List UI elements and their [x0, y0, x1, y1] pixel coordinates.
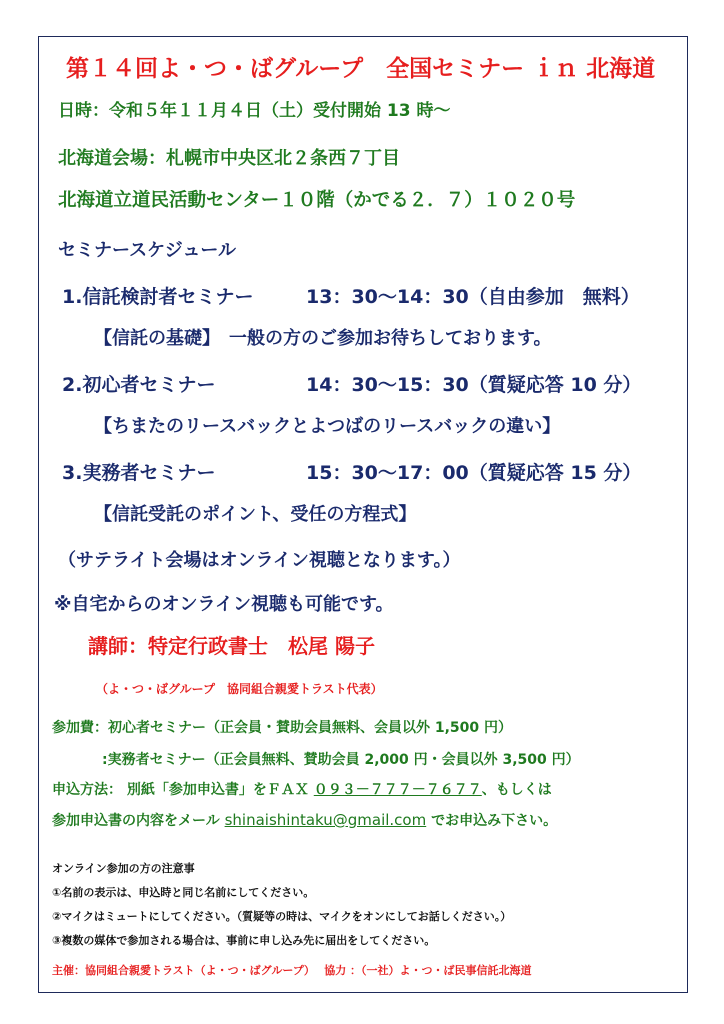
event-date: 日時：令和５年１１月４日（土）受付開始 13 時～ [58, 101, 451, 121]
online-notes-heading: オンライン参加の方の注意事 [52, 862, 195, 875]
lecturer: 講師：特定行政書士 松尾 陽子 [88, 634, 375, 658]
seminar-2-time: 14：30～15：30（質疑応答 10 分） [306, 374, 642, 396]
application-suffix: 、もしくは [481, 782, 552, 798]
venue-detail: 北海道立道民活動センター１０階（かでる２．７）１０２０号 [58, 190, 576, 211]
home-viewing-note: ※自宅からのオンライン視聴も可能です。 [54, 594, 394, 615]
email-link[interactable]: shinaishintaku@gmail.com [224, 811, 427, 829]
venue-address: 北海道会場：札幌市中央区北２条西７丁目 [58, 148, 400, 169]
application-prefix: 申込方法： 別紙「参加申込書」をＦＡＸ [52, 782, 314, 798]
email-suffix: でお申込み下さい。 [426, 813, 558, 829]
online-note-1: ①名前の表示は、申込時と同じ名前にしてください。 [52, 886, 315, 899]
satellite-note: （サテライト会場はオンライン視聴となります。） [58, 550, 461, 571]
page-title: 第１４回よ・つ・ばグループ 全国セミナー ｉｎ 北海道 [66, 56, 656, 82]
fee-line-1: 参加費：初心者セミナー（正会員・賛助会員無料、会員以外 1,500 円） [52, 720, 513, 736]
seminar-1-time: 13：30～14：30（自由参加 無料） [306, 286, 640, 308]
seminar-3-name: 3.実務者セミナー [62, 462, 216, 484]
application-email-line [52, 810, 557, 830]
lecturer-affiliation: （よ・つ・ばグループ 協同組合親愛トラスト代表） [96, 682, 383, 696]
footer-organizers: 主催：協同組合親愛トラスト（よ・つ・ばグループ） 協力 ：（一社）よ・つ・ば民事信託北海道 [52, 964, 532, 977]
seminar-1-name: 1.信託検討者セミナー [62, 286, 254, 308]
online-note-2: ②マイクはミュートにしてください。（質疑等の時は、マイクをオンにしてお話しください。） [52, 910, 512, 923]
seminar-2-name: 2.初心者セミナー [62, 374, 216, 396]
online-note-3: ③複数の媒体で参加される場合は、事前に申し込み先に届出をしてください。 [52, 934, 436, 947]
schedule-heading: セミナースケジュール [58, 240, 237, 261]
fax-number[interactable]: ０９３－７７７－７６７７ [313, 782, 482, 798]
application-method [52, 779, 552, 799]
fee-line-2: :実務者セミナー（正会員無料、賛助会員 2,000 円・会員以外 3,500 円） [102, 752, 580, 768]
seminar-3-topic: 【信託受託のポイント、受任の方程式】 [94, 504, 417, 525]
email-prefix: 参加申込書の内容をメール [52, 813, 225, 829]
seminar-3-time: 15：30～17：00（質疑応答 15 分） [306, 462, 642, 484]
seminar-2-topic: 【ちまたのリースバックとよつばのリースバックの違い】 [94, 416, 561, 437]
seminar-1-topic: 【信託の基礎】 一般の方のご参加お待ちしております。 [94, 328, 552, 349]
